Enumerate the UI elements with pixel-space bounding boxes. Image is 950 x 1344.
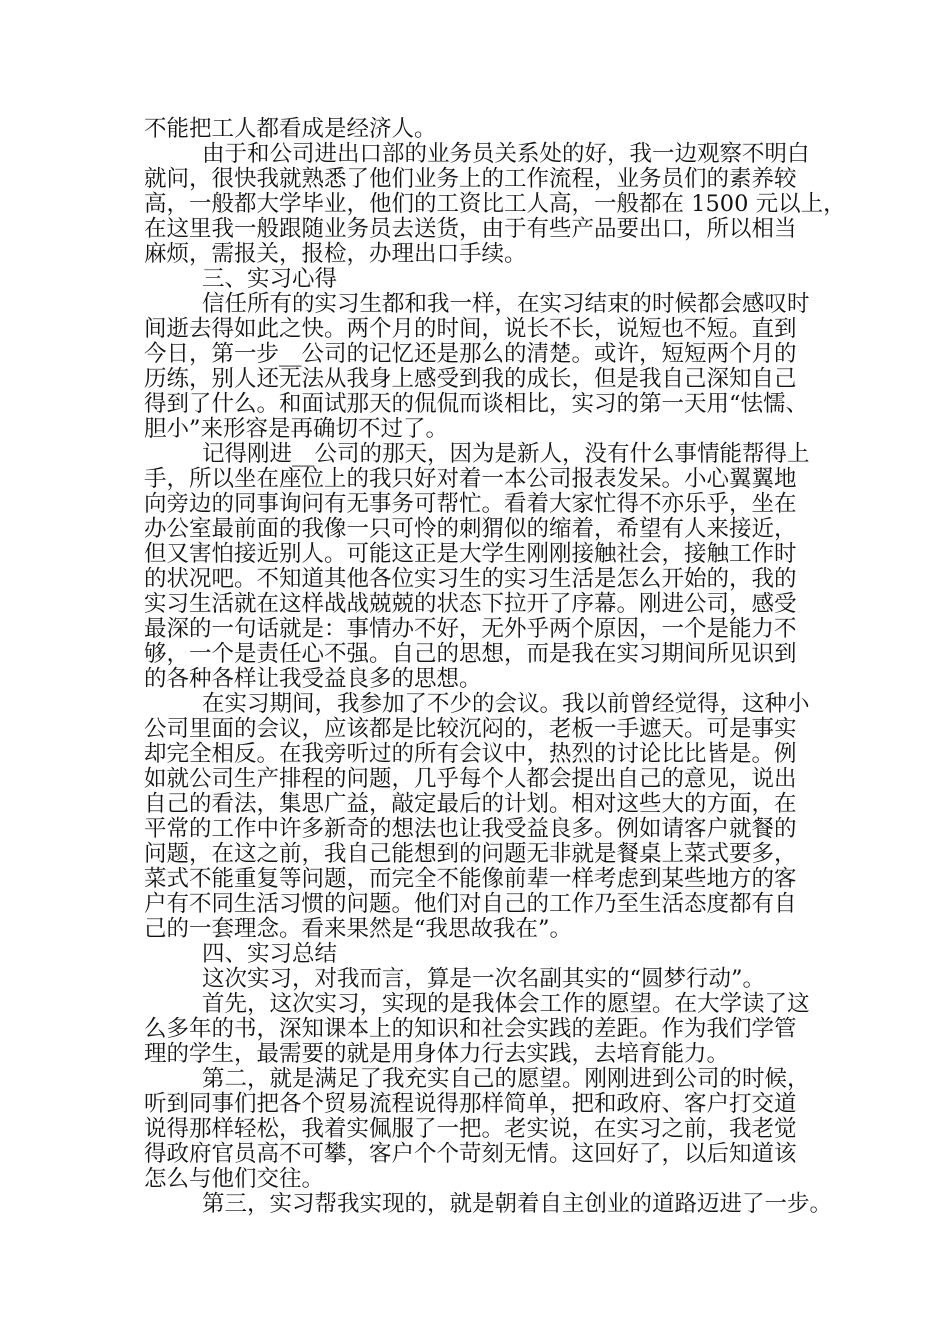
text-line: 手，所以坐在座位上的我只好对着一本公司报表发呆。小心翼翼地 <box>144 466 797 492</box>
text-line: 在这里我一般跟随业务员去送货，由于有些产品要出口，所以相当 <box>144 216 797 242</box>
text-line: 却完全相反。在我旁听过的所有会议中，热烈的讨论比比皆是。例 <box>144 741 797 767</box>
text-line: 够，一个是责任心不强。自己的思想，而是我在实习期间所见识到 <box>144 641 797 667</box>
text-line: 就问，很快我就熟悉了他们业务上的工作流程，业务员们的素养较 <box>144 166 797 192</box>
paragraph <box>144 442 822 692</box>
text-line: 在实习期间，我参加了不少的会议。我以前曾经觉得，这种小 <box>202 691 810 717</box>
text-line: 自己的看法，集思广益，敲定最后的计划。相对这些大的方面，在 <box>144 791 797 817</box>
text-line: 的状况吧。不知道其他各位实习生的实习生活是怎么开始的，我的 <box>144 566 797 592</box>
text-line: 说得那样轻松，我着实佩服了一把。老实说，在实习之前，我老觉 <box>144 1116 797 1142</box>
text-line: 实习生活就在这样战战兢兢的状态下拉开了序幕。刚进公司，感受 <box>144 591 797 617</box>
paragraph <box>144 692 822 942</box>
text-line: 第二，就是满足了我充实自己的愿望。刚刚进到公司的时候， <box>202 1066 810 1092</box>
text-line: 己的一套理念。看来果然是“我思故我在”。 <box>144 916 573 942</box>
text-line: 户有不同生活习惯的问题。他们对自己的工作乃至生活态度都有自 <box>144 891 797 917</box>
text-line: 高，一般都大学毕业，他们的工资比工人高，一般都在 1500 元以上， <box>144 191 846 217</box>
text-line: 办公室最前面的我像一只可怜的刺猬似的缩着，希望有人来接近， <box>144 516 797 542</box>
text-line: 记得刚进__公司的那天，因为是新人，没有什么事情能帮得上 <box>202 441 810 467</box>
paragraph <box>144 117 822 142</box>
section-heading <box>144 267 822 292</box>
text-line: 麻烦，需报关，报检，办理出口手续。 <box>144 241 527 267</box>
paragraph <box>144 1067 822 1192</box>
text-line: 理的学生，最需要的就是用身体力行去实践，去培育能力。 <box>144 1041 730 1067</box>
text-line: 听到同事们把各个贸易流程说得那样简单，把和政府、客户打交道 <box>144 1091 797 1117</box>
text-line: 得政府官员高不可攀，客户个个苛刻无情。这回好了，以后知道该 <box>144 1141 797 1167</box>
text-line: 第三，实习帮我实现的，就是朝着自主创业的道路迈进了一步。 <box>202 1191 833 1217</box>
text-line: 问题，在这之前，我自己能想到的问题无非就是餐桌上菜式要多， <box>144 841 797 867</box>
text-line: 信任所有的实习生都和我一样，在实习结束的时候都会感叹时 <box>202 291 810 317</box>
text-line: 怎么与他们交往。 <box>144 1166 325 1192</box>
paragraph <box>144 992 822 1067</box>
text-line: 平常的工作中许多新奇的想法也让我受益良多。例如请客户就餐的 <box>144 816 797 842</box>
text-line: 但又害怕接近别人。可能这正是大学生刚刚接触社会，接触工作时 <box>144 541 797 567</box>
text-line: 最深的一句话就是：事情办不好，无外乎两个原因，一个是能力不 <box>144 616 797 642</box>
text-line: 历练，别人还无法从我身上感受到我的成长，但是我自己深知自己 <box>144 366 797 392</box>
paragraph <box>144 967 822 992</box>
document-page <box>144 116 846 1217</box>
text-line: 胆小”来形容是再确切不过了。 <box>144 416 449 442</box>
text-line: 公司里面的会议，应该都是比较沉闷的，老板一手遮天。可是事实 <box>144 716 797 742</box>
paragraph <box>144 1191 833 1217</box>
paragraph <box>144 292 822 442</box>
text-line: 得到了什么。和面试那天的侃侃而谈相比，实习的第一天用“怯懦、 <box>144 391 809 417</box>
text-line: 菜式不能重复等问题，而完全不能像前辈一样考虑到某些地方的客 <box>144 866 797 892</box>
text-line: 首先，这次实习，实现的是我体会工作的愿望。在大学读了这 <box>202 991 810 1017</box>
text-line: 如就公司生产排程的问题，几乎每个人都会提出自己的意见，说出 <box>144 766 797 792</box>
heading-text: 四、实习总结 <box>202 941 338 967</box>
text-line: 的各种各样让我受益良多的思想。 <box>144 666 482 692</box>
section-heading <box>144 942 822 967</box>
text-line: 今日，第一步__公司的记忆还是那么的清楚。或许，短短两个月的 <box>144 341 797 367</box>
text-line: 这次实习，对我而言，算是一次名副其实的“圆梦行动”。 <box>202 966 766 992</box>
text-line: 不能把工人都看成是经济人。 <box>144 116 437 142</box>
paragraph <box>144 141 846 267</box>
text-line: 向旁边的同事询问有无事务可帮忙。看着大家忙得不亦乐乎，坐在 <box>144 491 797 517</box>
heading-text: 三、实习心得 <box>202 266 338 292</box>
text-line: 么多年的书，深知课本上的知识和社会实践的差距。作为我们学管 <box>144 1016 797 1042</box>
text-line: 由于和公司进出口部的业务员关系处的好，我一边观察不明白 <box>202 141 810 167</box>
text-line: 间逝去得如此之快。两个月的时间，说长不长，说短也不短。直到 <box>144 316 797 342</box>
